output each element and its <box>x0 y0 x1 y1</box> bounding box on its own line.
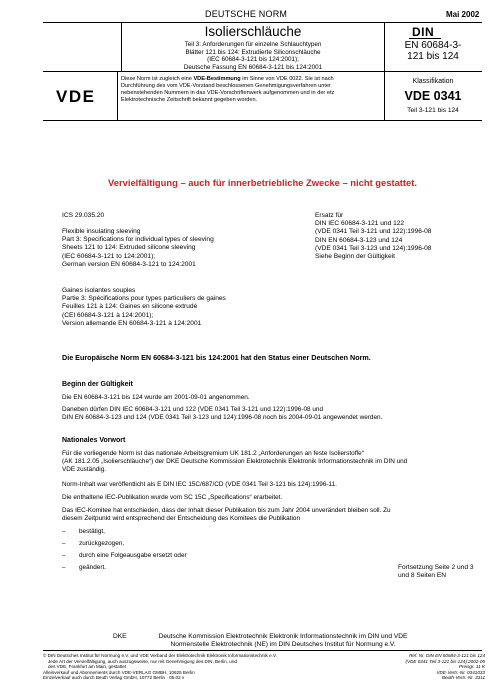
french-title-line: Version allemande EN 60684-3-121 à 124:2001 <box>62 319 202 327</box>
copyright-line: © DIN Deutsches Institut für Normung e.V. und VDE Verband der Elektrotechnik Elektronik Informationstechnik e.V. <box>43 653 277 658</box>
foreword-line: diesem Zeitpunkt wird entsprechend der Entscheidung des Komitees die Publikation <box>62 515 301 523</box>
divider <box>117 71 118 120</box>
reference-line: VDE-Vertr.-Nr. 0341033 <box>436 669 485 675</box>
french-title-line: Partie 3: Spécifications pour types particuliers de gaines <box>62 295 226 303</box>
vde-note-line: Durchführung des vom VDE-Vorstand beschlossenen Genehmigungsverfahren unter <box>121 83 331 89</box>
divider <box>43 71 482 72</box>
english-title-line: Flexible insulating sleeving <box>62 228 141 235</box>
english-title-line: Part 3: Specifications for individual types of sleeving <box>62 236 214 244</box>
status-statement: Die Europäische Norm EN 60684-3-121 bis 124:2001 hat den Status einer Deutschen Norm. <box>62 353 371 362</box>
dash-bullet: – <box>62 564 66 571</box>
french-title-line: Feuilles 121 à 124: Gaines en silicone extrudé <box>62 303 198 311</box>
copy-warning: Vervielfältigung – auch für innerbetriebliche Zwecke – nicht gestattet. <box>108 177 417 188</box>
reference-line: (VDE 0341 Teil 3-121 bis 124):2002-05 <box>405 658 485 664</box>
dke-line: Normenstelle Elektrotechnik (NE) im DIN Deutsches Institut für Normung e.V. <box>170 641 396 649</box>
french-title-line: Gaines isolantes souples <box>62 287 136 294</box>
foreword-line: Das IEC-Komitee hat entschieden, dass der Inhalt dieser Publikation bis zum Jahr 2004 unverändert bleiben soll. Zu <box>62 507 391 514</box>
french-title-line: (CEI 60684-3-121 à 124:2001); <box>62 311 154 319</box>
list-item-text: durch eine Folgeausgabe ersetzt oder <box>79 552 187 559</box>
din-logo: DIN <box>412 25 435 39</box>
footer-rule <box>43 650 482 651</box>
replacement-line: Siehe Beginn der Gültigkeit <box>315 253 395 261</box>
vde-note-line: Diese Norm ist zugleich eine VDE-Bestimmung im Sinne von VDE 0022. Sie ist nach <box>121 76 334 82</box>
reference-info <box>350 653 485 681</box>
dash-bullet: – <box>62 540 66 547</box>
reference-line: Preisgr. 11 K <box>458 664 485 670</box>
copyright-notice <box>43 653 363 681</box>
vde-logo: VDE <box>56 87 96 106</box>
foreword-line: Für die vorliegende Norm ist das nationale Arbeitsgremium UK 181.2 „Anforderungen an feste Isolierstoffe“ <box>62 450 364 457</box>
replacement-line: Ersatz für <box>315 212 344 219</box>
replacement-line: DIN EN 60684-3-123 und 124 <box>315 236 403 244</box>
subtitle-line: (IEC 60684-3-121 bis 124:2001); <box>207 56 299 64</box>
continuation-line: Fortsetzung Seite 2 und 3 <box>398 564 474 571</box>
continuation-note <box>398 564 488 580</box>
reference-line: Beuth-Vertr.-Nr. 3311 <box>441 675 485 681</box>
dash-bullet: – <box>62 528 66 535</box>
din-number-line: 121 bis 124 <box>407 51 459 62</box>
dke-name <box>133 633 433 649</box>
replacement-line: (VDE 0341 Teil 3-121 und 122):1996-08 <box>315 228 432 236</box>
list-item-text: zurückgezogen, <box>79 540 125 547</box>
replacement-line: DIN IEC 60684-3-121 und 122 <box>315 220 405 228</box>
din-logo-bar <box>409 38 441 39</box>
din-number-line: EN 60684-3- <box>404 40 462 51</box>
replacement-info <box>315 212 485 261</box>
vde-part: Teil 3-121 bis 124 <box>407 107 459 114</box>
french-title <box>62 287 312 328</box>
english-title-line: (IEC 60684-3-121 to 124:2001); <box>62 252 156 260</box>
section-heading-foreword: Nationales Vorwort <box>62 437 126 444</box>
issue-date: Mai 2002 <box>446 10 480 19</box>
validity-line: Daneben dürfen DIN IEC 60684-3-121 und 122 (VDE 0341 Teil 3-121 und 122):1996-08 und <box>62 406 324 413</box>
foreword-line: VDE zuständig. <box>62 466 107 474</box>
foreword-line: (AK 181.2.05 „Isolierschläuche“) der DKE Deutsche Kommission Elektrotechnik Elektronik Informationstechnik im DIN und <box>62 458 408 466</box>
ics-code: ICS 29.035.20 <box>62 212 105 219</box>
foreword-para-1 <box>62 450 482 475</box>
vde-note <box>121 76 383 104</box>
dke-abbreviation: DKE <box>113 633 127 640</box>
copyright-line: Alleinverkauf und Abonnements durch VDE-VERLAG GMBH, 10625 Berlin <box>43 669 195 675</box>
vde-note-line: Elektrotechnische Zeitschrift bekannt gegeben worden. <box>121 97 258 103</box>
subtitle-line: Blätter 121 bis 124: Extrudierte Siliconschläuche <box>185 48 321 56</box>
copyright-line: Einzelverkauf auch durch Beuth Verlag GmbH, 10772 Berlin · 05.02 v <box>43 675 185 681</box>
list-item-text: geändert. <box>79 564 107 571</box>
section-heading-validity: Beginn der Gültigkeit <box>62 381 133 388</box>
foreword-para-3: Die enthaltene IEC-Publikation wurde vom SC 15C „Specifications“ erarbeitet. <box>62 494 283 501</box>
norm-type-label: DEUTSCHE NORM <box>205 9 288 19</box>
classification-label: Klassifikation <box>412 78 454 85</box>
validity-para-1: Die EN 60684-3-121 bis 124 wurde am 2001-09-01 angenommen. <box>62 394 250 401</box>
dke-line: Deutsche Kommission Elektrotechnik Elektronik Informationstechnik im DIN und VDE <box>158 633 408 640</box>
english-title-line: Sheets 121 to 124: Extruded silicone sleeving <box>62 244 196 252</box>
subtitle-line: Deutsche Fassung EN 60684-3-121 bis 124:2001 <box>183 63 323 71</box>
divider <box>43 120 482 121</box>
divider <box>121 22 122 71</box>
continuation-line: und 8 Seiten EN <box>398 572 447 580</box>
vde-note-line: nebenstehenden Nummern in das VDE-Vorschriftenwerk aufgenommen und in der etz <box>121 90 335 96</box>
english-title-line: German version EN 60684-3-121 to 124:2001 <box>62 260 196 268</box>
foreword-para-4 <box>62 507 482 523</box>
subtitle-line: Teil 3: Anforderungen für einzelne Schlauchtypen <box>184 41 322 48</box>
dash-bullet: – <box>62 552 66 559</box>
din-number <box>384 40 482 62</box>
validity-line: DIN EN 60684-3-123 und 124 (VDE 0341 Teil 3-123 und 124):1996-08 noch bis 2004-09-01 angewendet werden. <box>62 414 383 422</box>
header-rule <box>43 22 482 23</box>
document-title: Isolierschläuche <box>204 24 302 39</box>
foreword-para-2: Norm-Inhalt war veröffentlicht als E DIN IEC 15C/687/CD (VDE 0341 Teil 3-121 bis 124):1996-11. <box>62 481 337 488</box>
copyright-line: des VDE, Frankfurt am Main, gestattet <box>48 664 127 670</box>
document-subtitle <box>128 41 378 71</box>
replacement-line: (VDE 0341 Teil 3-123 und 124):1996-08 <box>315 244 432 252</box>
list-item-text: bestätigt, <box>79 528 105 535</box>
reference-line: Ref. Nr. DIN EN 60684-3-121 bis 124 <box>409 653 485 658</box>
vde-number: VDE 0341 <box>404 89 462 103</box>
validity-para-2 <box>62 406 482 422</box>
english-title <box>62 228 312 269</box>
copyright-line: Jede Art der Vervielfältigung, auch auszugsweise, nur mit Genehmigung des DIN, Berlin, und <box>48 658 237 664</box>
